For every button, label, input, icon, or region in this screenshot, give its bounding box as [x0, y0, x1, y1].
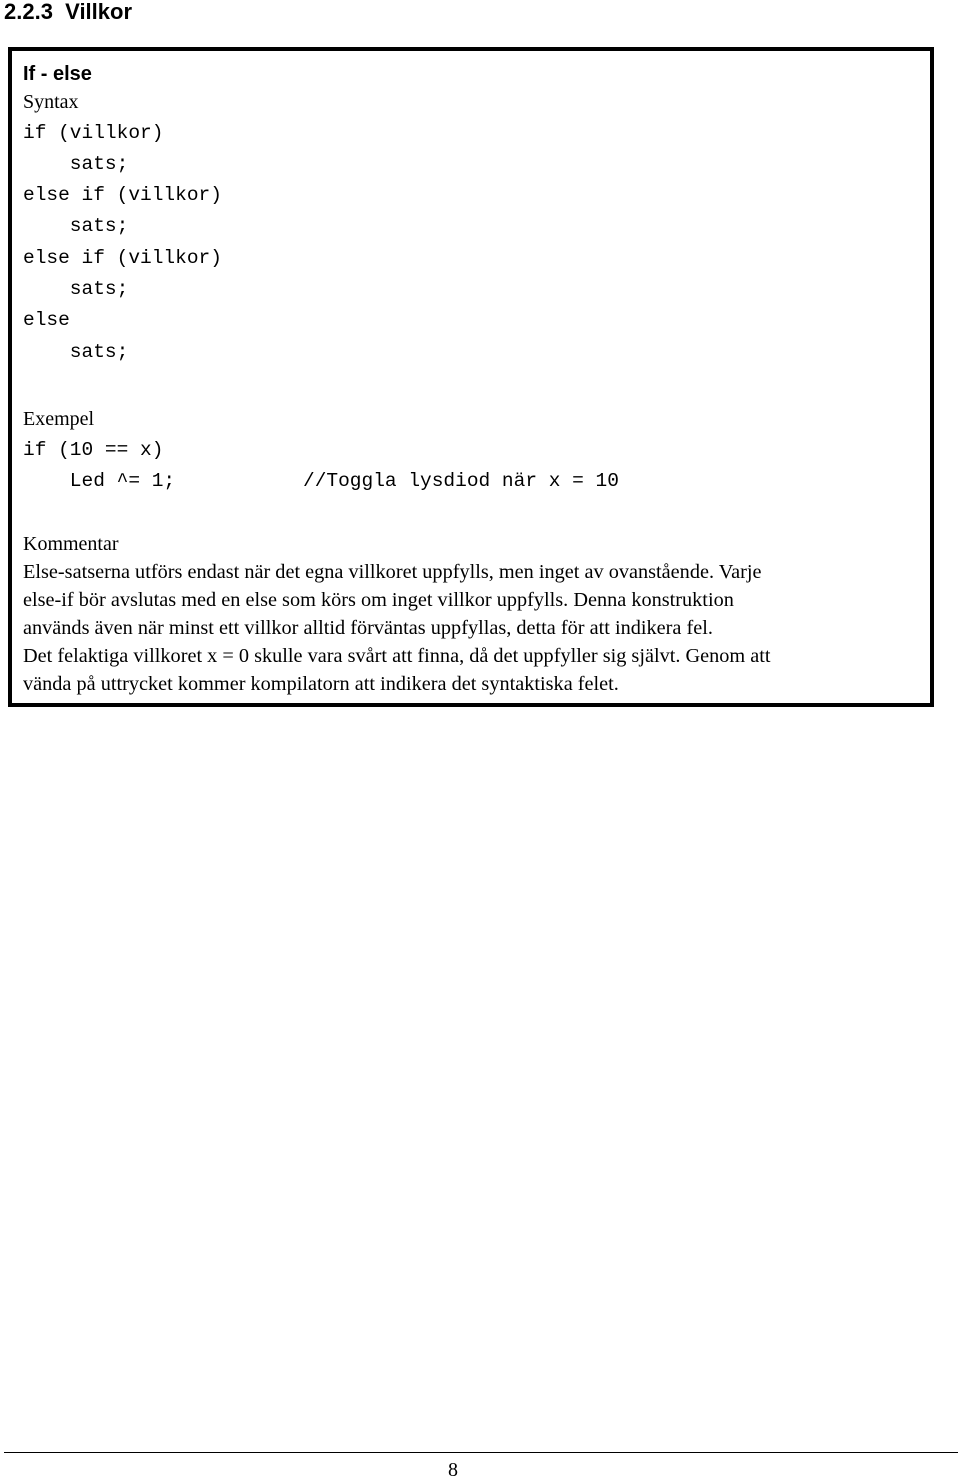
block-title: If - else — [23, 63, 92, 85]
code-comment: //Toggla lysdiod när x = 10 — [303, 470, 619, 492]
code-line: else — [23, 309, 70, 331]
example-label: Exempel — [23, 408, 95, 430]
code-line: sats; — [23, 341, 129, 363]
section-number: 2.2.3 — [4, 0, 53, 24]
comment-line: else-if bör avslutas med en else som körs om inget villkor uppfylls. Denna konstruktion — [23, 589, 734, 611]
code-line: sats; — [23, 278, 129, 300]
comment-line: Det felaktiga villkoret x = 0 skulle vara svårt att finna, då det uppfyller sig självt. Genom att — [23, 645, 771, 667]
comment-paragraph — [23, 558, 928, 698]
page-number: 8 — [448, 1459, 458, 1481]
comment-line: Else-satserna utförs endast när det egna villkoret uppfylls, men inget av ovanstående. Varje — [23, 561, 762, 583]
syntax-label: Syntax — [23, 91, 79, 113]
comment-line: vända på uttrycket kommer kompilatorn att indikera det syntaktiska felet. — [23, 673, 619, 695]
code-line: if (10 == x) — [23, 439, 164, 461]
code-line: else if (villkor) — [23, 184, 222, 206]
code-line: if (villkor) — [23, 122, 164, 144]
code-line: sats; — [23, 215, 129, 237]
code-line: else if (villkor) — [23, 247, 222, 269]
code-line: Led ^= 1; — [23, 470, 176, 492]
footer-divider — [4, 1452, 958, 1453]
section-heading — [4, 0, 132, 26]
comment-label: Kommentar — [23, 533, 119, 555]
comment-line: används även när minst ett villkor alltid förväntas uppfyllas, detta för att indikera fel. — [23, 617, 713, 639]
section-title: Villkor — [65, 0, 133, 24]
code-line: sats; — [23, 153, 129, 175]
